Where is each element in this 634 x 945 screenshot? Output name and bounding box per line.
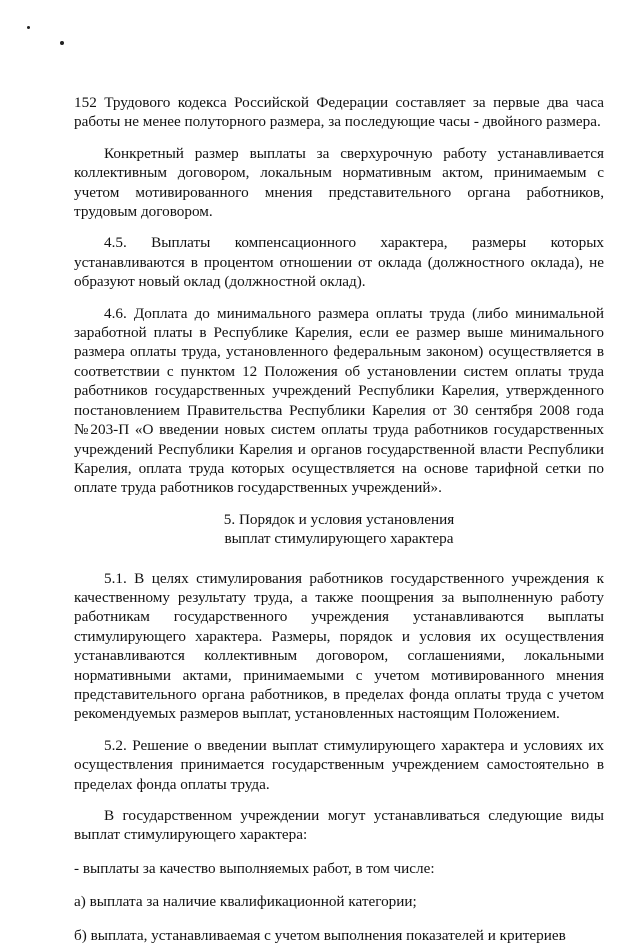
section-heading-line1: 5. Порядок и условия установления: [223, 510, 455, 528]
paragraph-continuation: 152 Трудового кодекса Российской Федерации составляет за первые два часа работы не менее полуторного размера, за последующие часы - двойного размера.: [74, 94, 604, 131]
paragraph-5-2: 5.2. Решение о введении выплат стимулирующего характера и условиях их осуществления принимается государственным учреждением самостоятельно в пределах фонда оплаты труда.: [74, 736, 604, 793]
list-item-quality: - выплаты за качество выполняемых работ, в том числе:: [74, 859, 435, 877]
document-body: [74, 93, 604, 945]
scan-speck: [27, 26, 30, 29]
list-item-a: а) выплата за наличие квалификационной категории;: [74, 893, 417, 911]
paragraph-overtime-size: Конкретный размер выплаты за сверхурочную работу устанавливается коллективным договором, локальным нормативным актом, принимаемым с учетом мотивированного мнения представительного органа работников, трудовым договором.: [74, 144, 604, 221]
paragraph-4-6: 4.6. Доплата до минимального размера оплаты труда (либо минимальной заработной платы в Республике Карелия, если ее размер выше минимального размера оплаты труда, установленного федеральным законом) осуществляется в соответствии с пунктом 12 Положения об установлении систем оплаты труда работников государственных учреждений Республики Карелия, утвержденного постановлением Правительства Республики Карелия от 30 сентября 2008 года №203-П «О введении новых систем оплаты труда работников государственных учреждений Республики Карелия и органов государственной власти Республики Карелия, оплата труда которых осуществляется на основе тарифной сетки по оплате труда работников государственных учреждений».: [74, 304, 604, 497]
paragraph-types-intro: В государственном учреждении могут устанавливаться следующие виды выплат стимулирующего характера:: [74, 807, 604, 844]
paragraph-4-5: 4.5. Выплаты компенсационного характера, размеры которых устанавливаются в процентом отношении от оклада (должностного оклада), не образуют новый оклад (должностной оклад).: [74, 234, 604, 291]
section-heading-line2: выплат стимулирующего характера: [224, 530, 454, 548]
section-heading: [74, 510, 604, 549]
list-item-b: б) выплата, устанавливаемая с учетом выполнения показателей и критериев: [74, 926, 566, 944]
paragraph-5-1: 5.1. В целях стимулирования работников государственного учреждения к качественному результату труда, а также поощрения за выполненную работу работникам государственного учреждения устанавливаются выплаты стимулирующего характера. Размеры, порядок и условия их осуществления устанавливаются коллективным договором, соглашениями, локальными нормативными актами, принимаемыми с учетом мотивированного мнения представительного органа работников, в пределах фонда оплаты труда с учетом рекомендуемых размеров выплат, установленных настоящим Положением.: [74, 569, 604, 723]
scan-speck: [60, 41, 64, 45]
